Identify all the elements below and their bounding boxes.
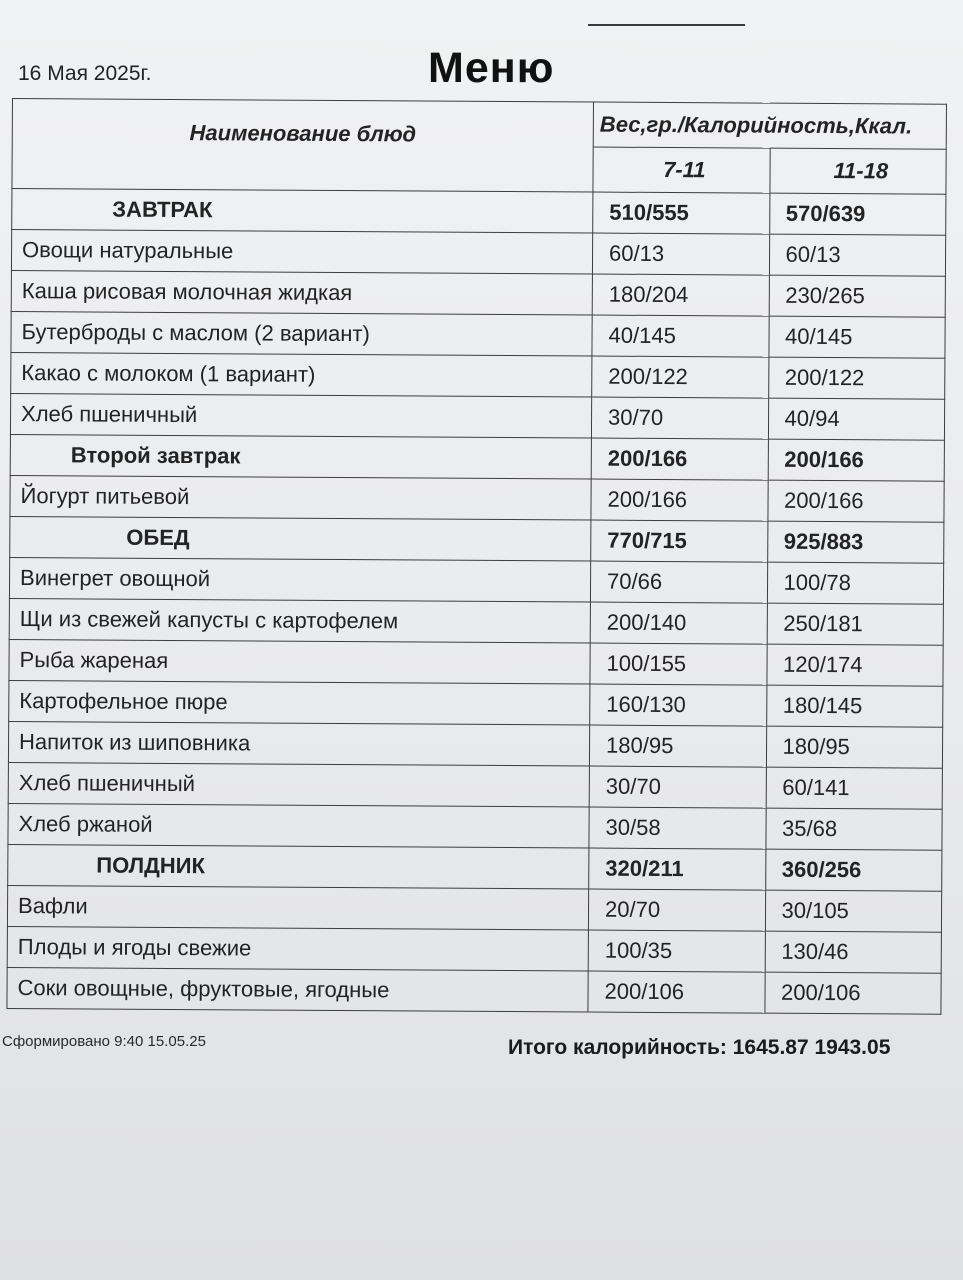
value-11-18-cell: 40/145 (768, 316, 945, 358)
table-row (11, 352, 945, 399)
value-7-11-cell: 20/70 (588, 889, 765, 931)
table-row (8, 803, 942, 850)
value-11-18-cell: 200/166 (767, 480, 944, 522)
value-7-11-cell: 30/70 (589, 766, 766, 808)
column-header-weight-calories: Вес,гр./Калорийность,Ккал. (593, 102, 946, 149)
menu-table-wrapper (6, 98, 947, 1015)
menu-table (6, 98, 947, 1015)
value-7-11-cell: 200/166 (591, 479, 768, 521)
value-11-18-cell: 180/145 (766, 685, 943, 727)
value-7-11-cell: 30/58 (589, 807, 766, 849)
value-7-11-cell: 200/106 (588, 971, 765, 1013)
dish-name-cell: Второй завтрак (10, 434, 591, 479)
dish-name-cell: Плоды и ягоды свежие (7, 926, 588, 971)
value-11-18-cell: 570/639 (769, 193, 946, 235)
value-11-18-cell: 200/166 (768, 439, 945, 481)
value-7-11-cell: 70/66 (590, 561, 767, 603)
value-7-11-cell: 30/70 (591, 397, 768, 439)
dish-name-cell: Какао с молоком (1 вариант) (11, 352, 592, 397)
table-row (9, 557, 943, 604)
column-header-age-7-11: 7-11 (593, 147, 770, 193)
column-header-age-11-18: 11-18 (769, 148, 946, 194)
meal-section-row (8, 844, 942, 891)
value-7-11-cell: 200/140 (590, 602, 767, 644)
table-row (9, 639, 943, 686)
value-11-18-cell: 35/68 (765, 808, 942, 850)
dish-name-cell: ПОЛДНИК (8, 844, 589, 889)
value-11-18-cell: 60/13 (769, 234, 946, 276)
table-row (8, 762, 942, 809)
table-row (10, 393, 944, 440)
dish-name-cell: Йогурт питьевой (10, 475, 591, 520)
dish-name-cell: Хлеб пшеничный (8, 762, 589, 807)
value-7-11-cell: 510/555 (593, 192, 770, 234)
value-11-18-cell: 180/95 (766, 726, 943, 768)
meal-section-row (12, 189, 946, 236)
dish-name-cell: Соки овощные, фруктовые, ягодные (7, 967, 588, 1012)
dish-name-cell: Каша рисовая молочная жидкая (11, 270, 592, 315)
table-row (7, 885, 941, 932)
value-7-11-cell: 770/715 (591, 520, 768, 562)
value-11-18-cell: 250/181 (767, 603, 944, 645)
value-11-18-cell: 360/256 (765, 849, 942, 891)
value-7-11-cell: 100/155 (590, 643, 767, 685)
value-11-18-cell: 200/106 (764, 972, 941, 1014)
table-row (8, 721, 942, 768)
table-row (11, 230, 945, 277)
value-11-18-cell: 40/94 (768, 398, 945, 440)
table-row (7, 926, 941, 973)
table-row (7, 967, 941, 1014)
dish-name-cell: Щи из свежей капусты с картофелем (9, 598, 590, 643)
table-row (9, 680, 943, 727)
page-title: Меню (428, 44, 555, 92)
table-row (9, 598, 943, 645)
value-11-18-cell: 925/883 (767, 521, 944, 563)
dish-name-cell: Картофельное пюре (9, 680, 590, 725)
dish-name-cell: Хлеб ржаной (8, 803, 589, 848)
value-7-11-cell: 200/122 (592, 356, 769, 398)
meal-section-row (10, 516, 944, 563)
value-7-11-cell: 40/145 (592, 315, 769, 357)
generated-timestamp: Сформировано 9:40 15.05.25 (2, 1033, 206, 1050)
menu-date: 16 Мая 2025г. (18, 62, 152, 85)
value-11-18-cell: 130/46 (765, 931, 942, 973)
value-11-18-cell: 230/265 (769, 275, 946, 317)
table-row (11, 311, 945, 358)
value-7-11-cell: 60/13 (592, 233, 769, 275)
table-row (10, 475, 944, 522)
value-7-11-cell: 100/35 (588, 930, 765, 972)
value-11-18-cell: 100/78 (767, 562, 944, 604)
value-7-11-cell: 180/95 (589, 725, 766, 767)
meal-section-row (10, 434, 944, 481)
value-7-11-cell: 160/130 (590, 684, 767, 726)
dish-name-cell: ОБЕД (10, 516, 591, 561)
column-header-dish-name: Наименование блюд (12, 99, 594, 193)
table-header-row (12, 99, 946, 150)
total-calories: Итого калорийность: 1645.87 1943.05 (508, 1036, 891, 1059)
dish-name-cell: Винегрет овощной (9, 557, 590, 602)
dish-name-cell: Вафли (7, 885, 588, 930)
dish-name-cell: ЗАВТРАК (12, 189, 593, 234)
value-7-11-cell: 180/204 (592, 274, 769, 316)
value-11-18-cell: 200/122 (768, 357, 945, 399)
value-11-18-cell: 60/141 (766, 767, 943, 809)
dish-name-cell: Рыба жареная (9, 639, 590, 684)
value-11-18-cell: 120/174 (766, 644, 943, 686)
dish-name-cell: Напиток из шиповника (8, 721, 589, 766)
dish-name-cell: Овощи натуральные (11, 230, 592, 275)
value-7-11-cell: 200/166 (591, 438, 768, 480)
dish-name-cell: Хлеб пшеничный (10, 393, 591, 438)
value-11-18-cell: 30/105 (765, 890, 942, 932)
signature-line (588, 24, 745, 26)
table-row (11, 270, 945, 317)
value-7-11-cell: 320/211 (589, 848, 766, 890)
dish-name-cell: Бутерброды с маслом (2 вариант) (11, 311, 592, 356)
